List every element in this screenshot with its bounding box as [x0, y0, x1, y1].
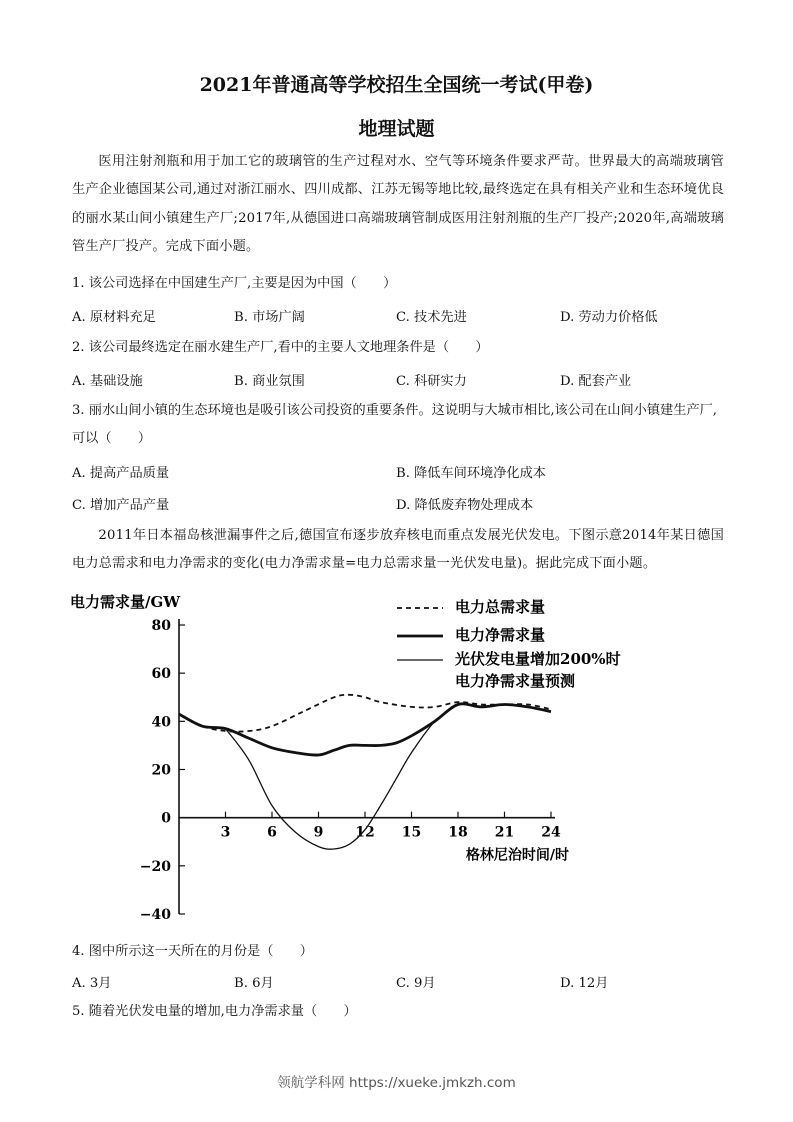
x-tick-label: 24	[541, 824, 561, 841]
q1-option-c[interactable]: C. 技术先进	[396, 310, 467, 325]
forecast-net-demand-line	[226, 705, 459, 850]
y-tick-label: −20	[139, 858, 171, 875]
q4-option-a[interactable]: A. 3月	[72, 976, 112, 991]
legend-label: 电力净需求量	[455, 626, 546, 644]
passage-2: 2011年日本福岛核泄漏事件之后,德国宣布逐步放弃核电而重点发展光伏发电。下图示意2014年某日德国电力总需求和电力净需求的变化(电力净需求量=电力总需求量一光伏发电量)。据此完成下面小题。	[72, 528, 724, 572]
legend-label: 电力总需求量	[455, 598, 546, 616]
question-2-options	[72, 370, 732, 390]
q2-option-d[interactable]: D. 配套产业	[560, 374, 632, 389]
x-axis-label: 格林尼治时间/时	[465, 847, 569, 864]
page-title: 2021年普通高等学校招生全国统一考试(甲卷)	[199, 74, 594, 96]
question-1-stem: 1. 该公司选择在中国建生产厂,主要是因为中国（ ）	[72, 276, 397, 291]
x-tick-label: 9	[313, 824, 324, 841]
page-subtitle: 地理试题	[358, 118, 435, 140]
x-tick-label: 18	[448, 824, 468, 841]
legend-label: 电力净需求量预测	[455, 672, 576, 690]
question-4-stem: 4. 图中所示这一天所在的月份是（ ）	[72, 944, 313, 959]
question-1-options	[72, 306, 732, 326]
question-4-options	[72, 972, 732, 992]
q1-option-d[interactable]: D. 劳动力价格低	[560, 310, 658, 325]
power-demand-chart	[62, 590, 622, 930]
q1-option-a[interactable]: A. 原材料充足	[72, 310, 156, 325]
q4-option-b[interactable]: B. 6月	[234, 976, 274, 991]
q4-option-c[interactable]: C. 9月	[396, 976, 436, 991]
q2-option-a[interactable]: A. 基础设施	[72, 374, 143, 389]
question-3-stem: 3. 丽水山间小镇的生态环境也是吸引该公司投资的重要条件。这说明与大城市相比,该公司在山间小镇建生产厂,可以（ ）	[72, 403, 717, 447]
y-axis-label: 电力需求量/GW	[70, 593, 181, 611]
y-tick-label: 80	[151, 618, 171, 634]
total-demand-line	[179, 695, 551, 732]
q3-option-c[interactable]: C. 增加产品产量	[72, 498, 170, 513]
question-2-stem: 2. 该公司最终选定在丽水建生产厂,看中的主要人文地理条件是（ ）	[72, 340, 489, 355]
y-tick-label: 0	[161, 810, 171, 827]
x-tick-label: 6	[267, 824, 277, 841]
net-demand-line	[179, 704, 551, 755]
q3-option-d[interactable]: D. 降低废弃物处理成本	[396, 498, 534, 513]
x-tick-label: 3	[220, 824, 231, 841]
question-3-options-row1	[72, 462, 732, 482]
passage-1: 医用注射剂瓶和用于加工它的玻璃管的生产过程对水、空气等环境条件要求严苛。世界最大的高端玻璃管生产企业德国某公司,通过对浙江丽水、四川成都、江苏无锡等地比较,最终选定在具有相关产业和生态环境优良的丽水某山间小镇建生产厂;2017年,从德国进口高端玻璃管制成医用注射剂瓶的生产厂投产;2020年,高端玻璃管生产厂投产。完成下面小题。	[72, 154, 724, 255]
footer-watermark: 领航学科网 https://xueke.jmkzh.com	[277, 1075, 516, 1091]
q1-option-b[interactable]: B. 市场广阔	[234, 310, 305, 325]
question-3-options-row2	[72, 494, 732, 514]
x-tick-label: 12	[355, 824, 375, 841]
q3-option-b[interactable]: B. 降低车间环境净化成本	[396, 466, 546, 481]
q4-option-d[interactable]: D. 12月	[560, 976, 609, 991]
question-5-stem: 5. 随着光伏发电量的增加,电力净需求量（ ）	[72, 1004, 357, 1019]
q3-option-a[interactable]: A. 提高产品质量	[72, 466, 170, 481]
x-tick-label: 21	[494, 824, 515, 841]
legend-label: 光伏发电量增加200%时	[455, 650, 621, 668]
q2-option-c[interactable]: C. 科研实力	[396, 374, 467, 389]
y-tick-label: 60	[151, 666, 171, 683]
y-tick-label: −40	[139, 907, 171, 923]
q2-option-b[interactable]: B. 商业氛围	[234, 374, 305, 389]
chart-legend	[397, 598, 621, 690]
x-tick-label: 15	[401, 824, 422, 841]
y-tick-label: 20	[151, 762, 171, 779]
y-tick-label: 40	[151, 714, 171, 731]
